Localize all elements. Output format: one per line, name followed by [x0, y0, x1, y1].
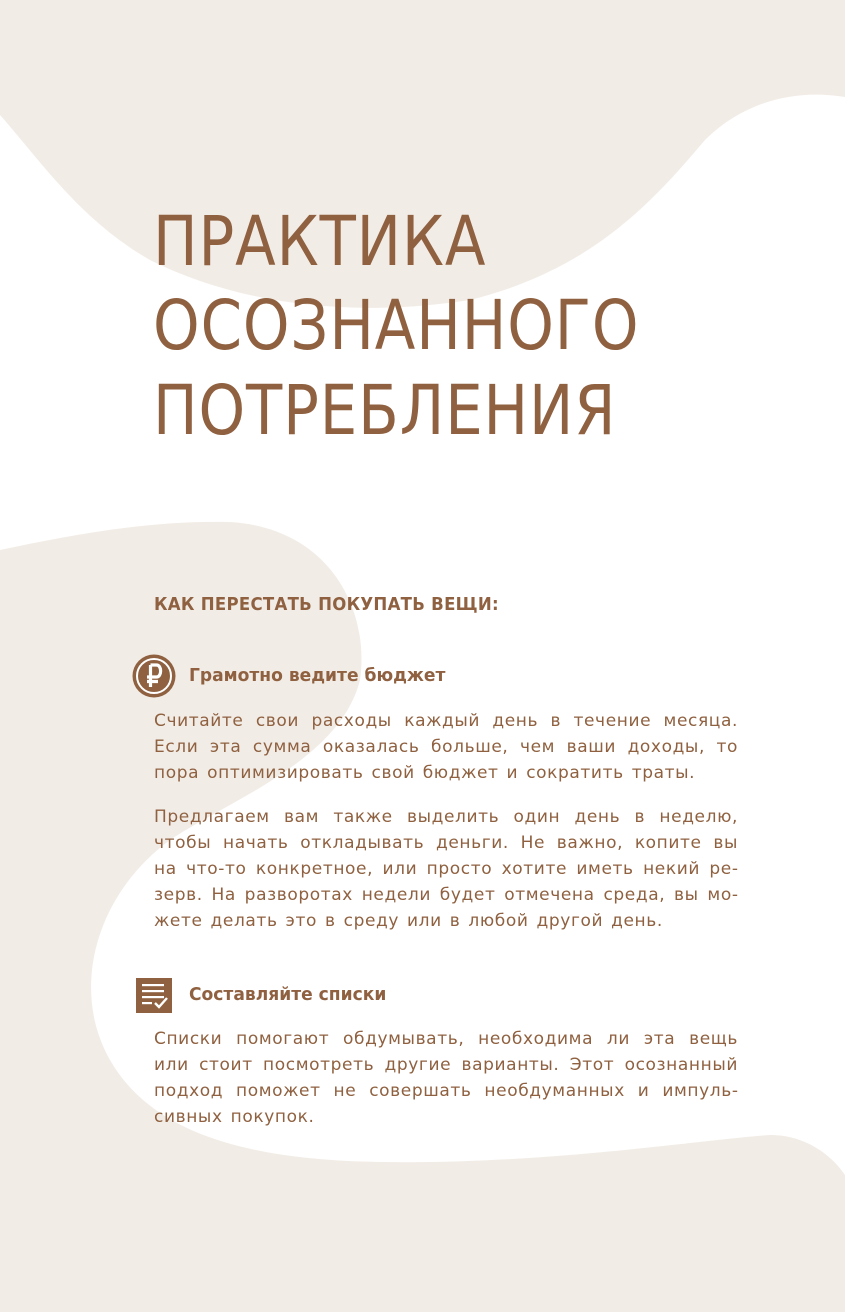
page-title-line-1: ПРАКТИКА [153, 202, 487, 282]
paragraph-budget-1: Считайте свои расходы каждый день в течение месяца. Если эта сумма оказалась больше, чем ваши доходы, то пора оптимизировать свой бюджет и сократить траты. [154, 711, 738, 783]
page-title-line-3: ПОТРЕБЛЕНИЯ [153, 371, 617, 451]
paragraph-budget-2: Предлагаем вам также выделить один день в неделю, чтобы начать откладывать деньги. Не важно, копите вы на что-то конкретное, или просто хотите иметь некий резерв. На разворотах недели будет отмечена среда, вы можете делать это в среду или в любой другой день. [154, 807, 738, 931]
ruble-icon [132, 654, 176, 698]
checklist-icon [136, 978, 172, 1013]
section-subtitle: КАК ПЕРЕСТАТЬ ПОКУПАТЬ ВЕЩИ: [154, 594, 499, 615]
section-heading-lists: Составляйте списки [189, 984, 387, 1005]
paragraph-lists: Списки помогают обдумывать, необходима ли эта вещь или стоит посмотреть другие варианты. Этот осознанный подход поможет не совершать необдуманных и импульсивных покупок. [154, 1029, 738, 1127]
page-title-line-2: ОСОЗНАННОГО [153, 286, 640, 366]
section-heading-budget: Грамотно ведите бюджет [189, 665, 446, 686]
